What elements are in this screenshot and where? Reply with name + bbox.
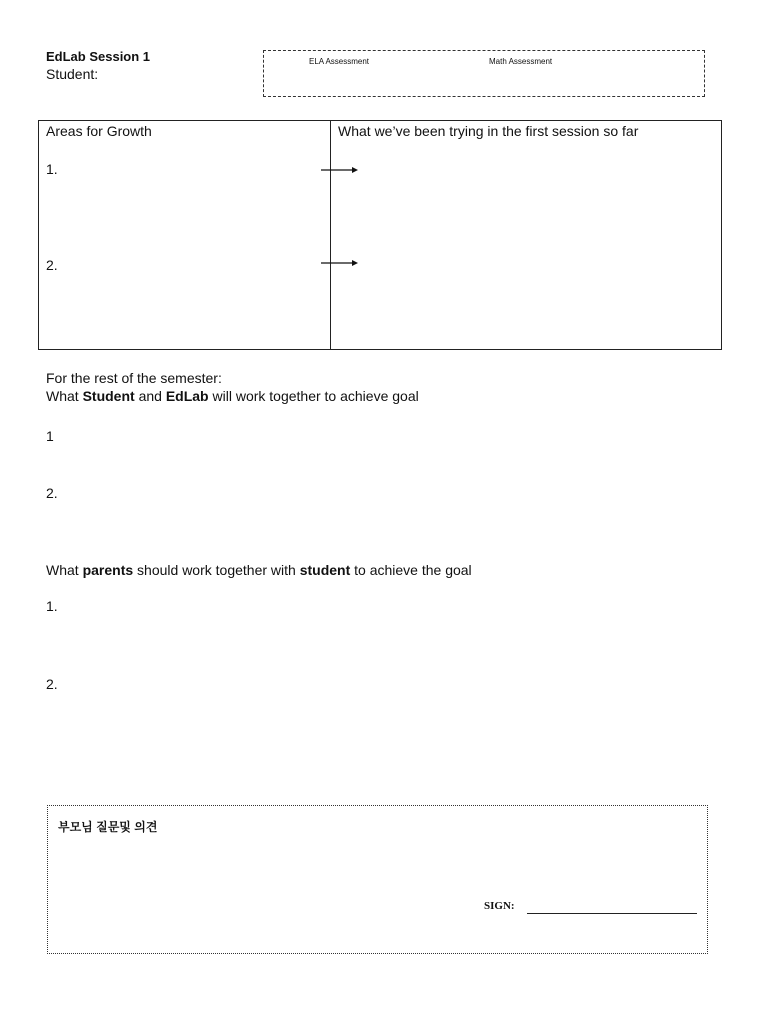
student-bold: Student	[82, 388, 135, 404]
session-trials-header: What we’ve been trying in the first session so far	[338, 123, 639, 139]
parents-goal-line	[46, 562, 472, 578]
edlab-goal-item-1: 1	[46, 428, 54, 444]
parents-line-suffix: to achieve the goal	[350, 562, 472, 578]
student-label: Student:	[46, 66, 99, 82]
growth-table	[38, 120, 722, 350]
session-title: EdLab Session 1	[46, 49, 151, 64]
edlab-goal-item-2: 2.	[46, 485, 58, 501]
table-column-divider	[330, 121, 331, 349]
edlab-bold: EdLab	[165, 388, 209, 404]
parent-comments-title: 부모님 질문및 의견	[58, 820, 158, 834]
assessment-box	[263, 50, 705, 97]
parents-goal-item-2: 2.	[46, 676, 58, 692]
math-assessment-label: Math Assessment	[489, 57, 553, 66]
goal-line-suffix: will work together to achieve goal	[208, 388, 419, 404]
student-bold: student	[299, 562, 351, 578]
signature-line[interactable]	[527, 913, 697, 914]
parents-line-mid: should work together with	[133, 562, 300, 578]
ela-assessment-label: ELA Assessment	[309, 57, 370, 66]
parents-line-prefix: What	[46, 562, 83, 578]
sign-label: SIGN:	[484, 900, 515, 912]
student-edlab-goal-line	[46, 388, 419, 404]
parent-comments-box	[47, 805, 708, 954]
goal-line-mid: and	[134, 388, 166, 404]
areas-for-growth-header: Areas for Growth	[46, 123, 152, 139]
parents-goal-item-1: 1.	[46, 598, 58, 614]
parents-bold: parents	[82, 562, 134, 578]
right-arrow-icon	[321, 258, 361, 268]
growth-item-1: 1.	[46, 161, 58, 177]
right-arrow-icon	[321, 165, 361, 175]
growth-item-2: 2.	[46, 257, 58, 273]
semester-heading: For the rest of the semester:	[46, 370, 222, 386]
goal-line-prefix: What	[46, 388, 83, 404]
